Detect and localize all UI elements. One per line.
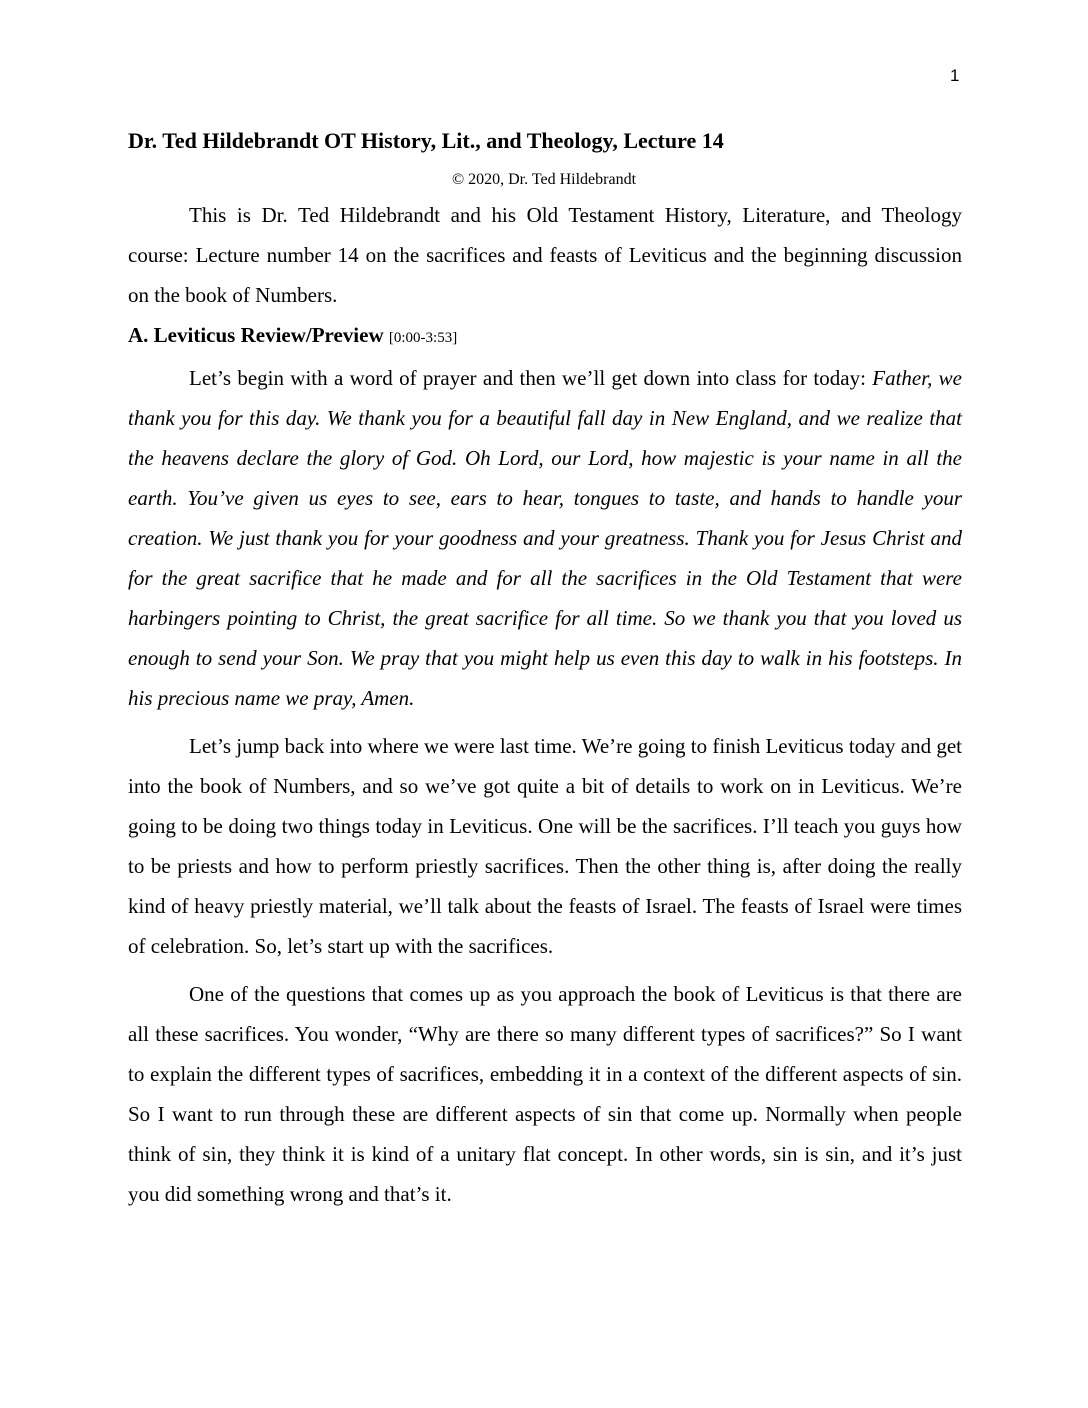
document-body	[128, 195, 962, 1214]
section-heading	[128, 315, 962, 358]
page-number: 1	[950, 66, 960, 85]
intro-paragraph: This is Dr. Ted Hildebrandt and his Old Testament History, Literature, and Theology course: Lecture number 14 on the sacrifices and feasts of Leviticus and the beginning discussion on the book of Numbers.	[128, 203, 962, 307]
section-heading-title: A. Leviticus Review/Preview	[128, 323, 384, 347]
prayer-paragraph	[128, 358, 962, 718]
section-heading-timestamp: [0:00-3:53]	[388, 330, 458, 346]
prayer-lead-in: Let’s begin with a word of prayer and then we’ll get down into class for today:	[189, 366, 873, 390]
body-paragraph-3: One of the questions that comes up as you approach the book of Leviticus is that there are all these sacrifices. You wonder, “Why are there so many different types of sacrifices?” So I want to explain the different types of sacrifices, embedding it in a context of the different aspects of sin. So I want to run through these are different aspects of sin that come up. Normally when people think of sin, they think it is kind of a unitary flat concept. In other words, sin is sin, and it’s just you did something wrong and that’s it.	[128, 982, 962, 1206]
document-title: Dr. Ted Hildebrandt OT History, Lit., and Theology, Lecture 14	[128, 128, 724, 153]
copyright-line: © 2020, Dr. Ted Hildebrandt	[451, 171, 637, 188]
prayer-text: Father, we thank you for this day. We thank you for a beautiful fall day in New England, and we realize that the heavens declare the glory of God. Oh Lord, our Lord, how majestic is your name in all the earth. You’ve given us eyes to see, ears to hear, tongues to taste, and hands to handle your creation. We just thank you for your goodness and your greatness. Thank you for Jesus Christ and for the great sacrifice that he made and for all the sacrifices in the Old Testament that were harbingers pointing to Christ, the great sacrifice for all time. So we thank you that you loved us enough to send your Son. We pray that you might help us even this day to walk in his footsteps. In his precious name we pray, Amen.	[128, 366, 962, 710]
body-paragraph-2: Let’s jump back into where we were last time. We’re going to finish Leviticus today and get into the book of Numbers, and so we’ve got quite a bit of details to work on in Leviticus. We’re going to be doing two things today in Leviticus. One will be the sacrifices. I’ll teach you guys how to be priests and how to perform priestly sacrifices. Then the other thing is, after doing the really kind of heavy priestly material, we’ll talk about the feasts of Israel. The feasts of Israel were times of celebration. So, let’s start up with the sacrifices.	[128, 734, 962, 958]
